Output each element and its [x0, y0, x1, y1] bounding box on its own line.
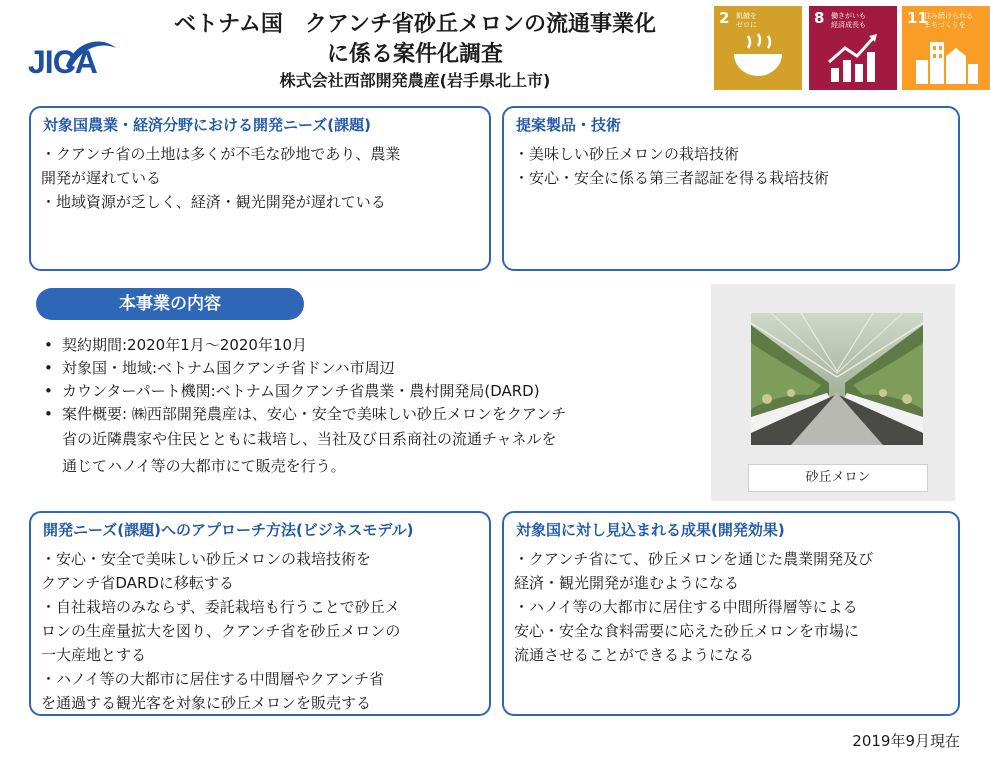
list-item: 一大産地とする — [41, 646, 147, 664]
list-item: を通過する観光客を対象に砂丘メロンを販売する — [41, 694, 372, 712]
company-name: 株式会社西部開発農産(岩手県北上市) — [279, 71, 551, 90]
sdg-badge-2 — [714, 6, 802, 90]
approach-box — [29, 511, 491, 716]
sdg-number: 11 — [907, 9, 928, 27]
list-item: ・安心・安全に係る第三者認証を得る栽培技術 — [514, 169, 830, 187]
list-item: ・ハノイ等の大都市に居住する中間層やクアンチ省 — [41, 670, 385, 688]
logo-text: JICA — [28, 44, 97, 80]
list-item: ・ハノイ等の大都市に居住する中間所得層等による — [514, 598, 858, 616]
counterpart-agency: • カウンターパート機関:ベトナム国クアンチ省農業・農村開発局(DARD) — [44, 380, 684, 403]
proposed-technology-title: 提案製品・技術 — [516, 116, 622, 134]
summary-line: 通じてハノイ等の大都市にて販売を行う。 — [62, 457, 346, 475]
page-title — [150, 10, 680, 70]
list-item: ・安心・安全で美味しい砂丘メロンの栽培技術を — [41, 550, 372, 568]
sdg-label: 飢餓を ゼロに — [736, 12, 757, 29]
approach-list — [41, 547, 479, 715]
jica-logo — [28, 36, 118, 86]
sdg-label: 働きがいも 経済成長も — [831, 12, 866, 29]
expected-outcome-list — [514, 547, 948, 667]
list-item: 安心・安全な食料需要に応えた砂丘メロンを市場に — [514, 622, 860, 640]
project-summary — [44, 403, 684, 480]
target-region: • 対象国・地域:ベトナム国クアンチ省ドンハ市周辺 — [44, 357, 684, 380]
city-icon — [902, 30, 990, 88]
list-item: クアンチ省DARDに移転する — [41, 574, 234, 592]
list-item: ・クアンチ省にて、砂丘メロンを通じた農業開発及び — [514, 550, 874, 568]
proposed-technology-box — [502, 106, 960, 271]
photo-caption: 砂丘メロン — [748, 464, 928, 492]
as-of-date: 2019年9月現在 — [852, 732, 960, 750]
project-details-list — [44, 334, 684, 480]
list-item: 経済・観光開発が進むようになる — [514, 574, 740, 592]
list-item: ・クアンチ省の土地は多くが不毛な砂地であり、農業 — [41, 145, 401, 163]
growth-chart-icon — [809, 30, 897, 88]
expected-outcome-box — [502, 511, 960, 716]
sdg-label: 住み続けられる まちづくりを — [924, 12, 973, 29]
project-content-heading: 本事業の内容 — [36, 288, 304, 320]
expected-outcome-title: 対象国に対し見込まれる成果(開発効果) — [516, 521, 785, 539]
greenhouse-melon-photo — [751, 313, 923, 445]
list-item: 開発が遅れている — [41, 169, 162, 187]
development-needs-list — [41, 142, 479, 214]
contract-period: • 契約期間:2020年1月～2020年10月 — [44, 334, 684, 357]
sdg-number: 8 — [814, 9, 825, 27]
proposed-technology-list — [514, 142, 948, 190]
sdg-number: 2 — [719, 9, 730, 27]
title-line-1: ベトナム国 クアンチ省砂丘メロンの流通事業化 — [173, 12, 657, 37]
list-item: ロンの生産量拡大を図り、クアンチ省を砂丘メロンの — [41, 622, 401, 640]
title-line-2: に係る案件化調査 — [326, 42, 503, 67]
development-needs-box — [29, 106, 491, 271]
bowl-icon — [714, 30, 802, 88]
list-item: ・地域資源が乏しく、経済・観光開発が遅れている — [41, 193, 386, 211]
summary-line: • 案件概要: ㈱西部開発農産は、安心・安全で美味しい砂丘メロンをクアンチ — [62, 405, 567, 423]
development-needs-title: 対象国農業・経済分野における開発ニーズ(課題) — [43, 116, 371, 134]
sdg-badge-8 — [809, 6, 897, 90]
list-item: 流通させることができるようになる — [514, 646, 755, 664]
list-item: ・自社栽培のみならず、委託栽培も行うことで砂丘メ — [41, 598, 400, 616]
summary-line: 省の近隣農家や住民とともに栽培し、当社及び日系商社の流通チャネルを — [62, 430, 557, 448]
list-item: ・美味しい砂丘メロンの栽培技術 — [514, 145, 740, 163]
sdg-badge-11 — [902, 6, 990, 90]
approach-title: 開発ニーズ(課題)へのアプローチ方法(ビジネスモデル) — [43, 521, 414, 539]
